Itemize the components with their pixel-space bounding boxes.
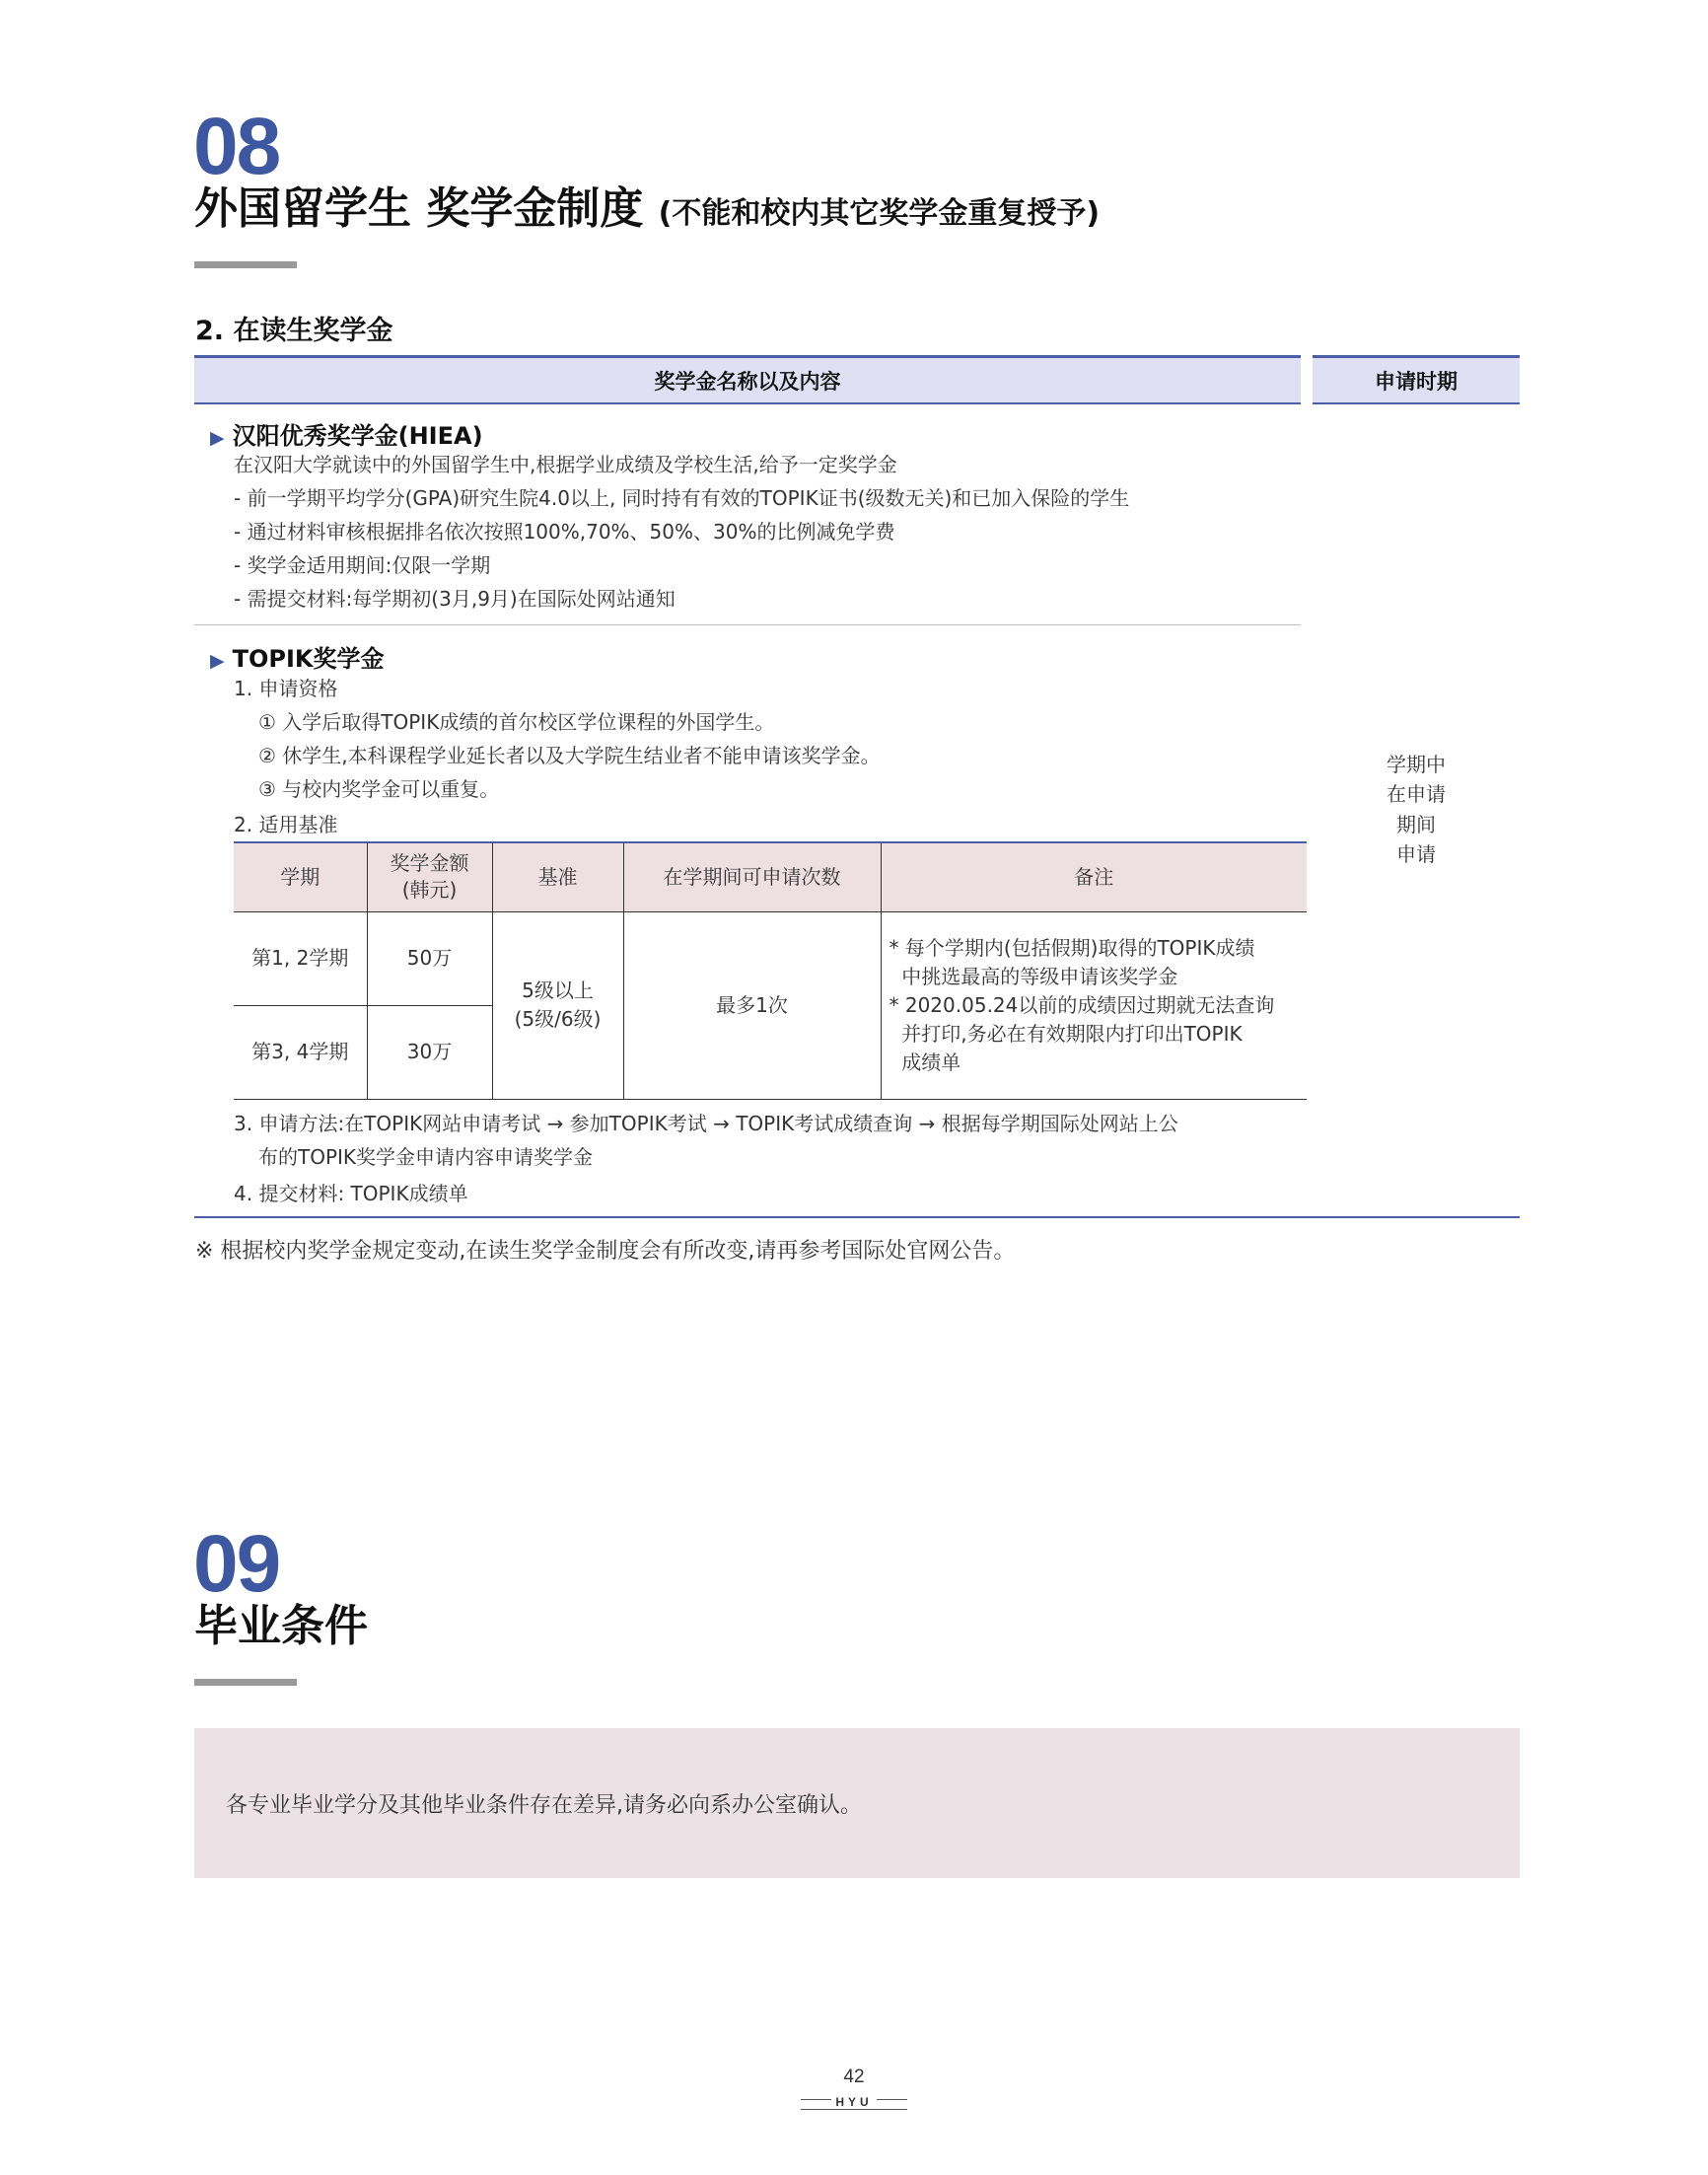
col-header-remarks: 备注 bbox=[881, 842, 1307, 911]
criteria-header-row bbox=[234, 842, 1307, 911]
hiea-line: 在汉阳大学就读中的外国留学生中,根据学业成绩及学校生活,给予一定奖学金 bbox=[234, 453, 897, 476]
topik-title: ▶ TOPIK奖学金 bbox=[210, 645, 385, 673]
page-number: 42 bbox=[843, 2066, 865, 2087]
criteria-heading: 2. 适用基准 bbox=[234, 813, 338, 836]
footer-logo: HYU bbox=[801, 2091, 907, 2110]
criteria-table bbox=[234, 841, 1307, 1100]
hiea-title: ▶ 汉阳优秀奖学金(HIEA) bbox=[210, 422, 483, 450]
section-title bbox=[194, 183, 1101, 234]
col-header-amount: 奖学金额 (韩元) bbox=[367, 842, 492, 911]
notice-text: ※ 根据校内奖学金规定变动,在读生奖学金制度会有所改变,请再参考国际处官网公告。 bbox=[195, 1239, 1016, 1264]
amount-cell: 30万 bbox=[367, 1005, 492, 1099]
col-header-times: 在学期间可申请次数 bbox=[623, 842, 881, 911]
apply-period: 学期中 在申请 期间 申请 bbox=[1387, 753, 1446, 867]
eligibility-item: ① 入学后取得TOPIK成绩的首尔校区学位课程的外国学生。 bbox=[258, 710, 775, 734]
title-underline bbox=[194, 1679, 297, 1686]
title-underline bbox=[194, 261, 297, 268]
section-number: 09 bbox=[193, 1519, 280, 1609]
block-divider bbox=[194, 624, 1301, 625]
table-bottom-border bbox=[194, 1216, 1520, 1218]
semester-cell: 第1, 2学期 bbox=[234, 911, 367, 1005]
hiea-line: - 奖学金适用期间:仅限一学期 bbox=[234, 553, 491, 577]
section-number: 08 bbox=[193, 102, 280, 191]
max-times-cell: 最多1次 bbox=[623, 911, 881, 1099]
col-header-semester: 学期 bbox=[234, 842, 367, 911]
triangle-bullet-icon: ▶ bbox=[210, 427, 225, 449]
triangle-bullet-icon: ▶ bbox=[210, 650, 225, 672]
graduation-note-text: 各专业毕业学分及其他毕业条件存在差异,请务必向系办公室确认。 bbox=[226, 1793, 862, 1818]
table-row bbox=[234, 911, 1307, 1005]
section-title-main: 外国留学生 奖学金制度 bbox=[194, 183, 644, 234]
graduation-note-box bbox=[194, 1728, 1520, 1878]
hiea-line: - 前一学期平均学分(GPA)研究生院4.0以上, 同时持有有效的TOPIK证书(级数无关)和已加入保险的学生 bbox=[234, 486, 1130, 510]
method-line: 3. 申请方法:在TOPIK网站申请考试 → 参加TOPIK考试 → TOPIK考试成绩查询 → 根据每学期国际处网站上公 bbox=[234, 1112, 1178, 1135]
materials-line: 4. 提交材料: TOPIK成绩单 bbox=[234, 1182, 468, 1205]
eligibility-heading: 1. 申请资格 bbox=[234, 677, 338, 700]
subheading: 2. 在读生奖学金 bbox=[195, 316, 393, 346]
remarks-cell: * 每个学期内(包括假期)取得的TOPIK成绩 中挑选最高的等级申请该奖学金 * 2020.05.24以前的成绩因过期就无法查询 并打印,务必在有效期限内打印出TOPIK 成绩单 bbox=[881, 911, 1307, 1099]
col-header-criterion: 基准 bbox=[492, 842, 623, 911]
hiea-line: - 需提交材料:每学期初(3月,9月)在国际处网站通知 bbox=[234, 587, 676, 611]
method-line: 布的TOPIK奖学金申请内容申请奖学金 bbox=[258, 1145, 594, 1169]
criterion-cell: 5级以上 (5级/6级) bbox=[492, 911, 623, 1099]
eligibility-item: ② 休学生,本科课程学业延长者以及大学院生结业者不能申请该奖学金。 bbox=[258, 744, 881, 767]
semester-cell: 第3, 4学期 bbox=[234, 1005, 367, 1099]
amount-cell: 50万 bbox=[367, 911, 492, 1005]
table-header-period: 申请时期 bbox=[1313, 355, 1520, 404]
footer-rule bbox=[801, 2109, 907, 2110]
table-header-content: 奖学金名称以及内容 bbox=[194, 355, 1301, 404]
section-title-note: (不能和校内其它奖学金重复授予) bbox=[658, 196, 1101, 231]
eligibility-item: ③ 与校内奖学金可以重复。 bbox=[258, 777, 500, 801]
hiea-line: - 通过材料审核根据排名依次按照100%,70%、50%、30%的比例减免学费 bbox=[234, 520, 895, 544]
section-title: 毕业条件 bbox=[194, 1601, 368, 1651]
